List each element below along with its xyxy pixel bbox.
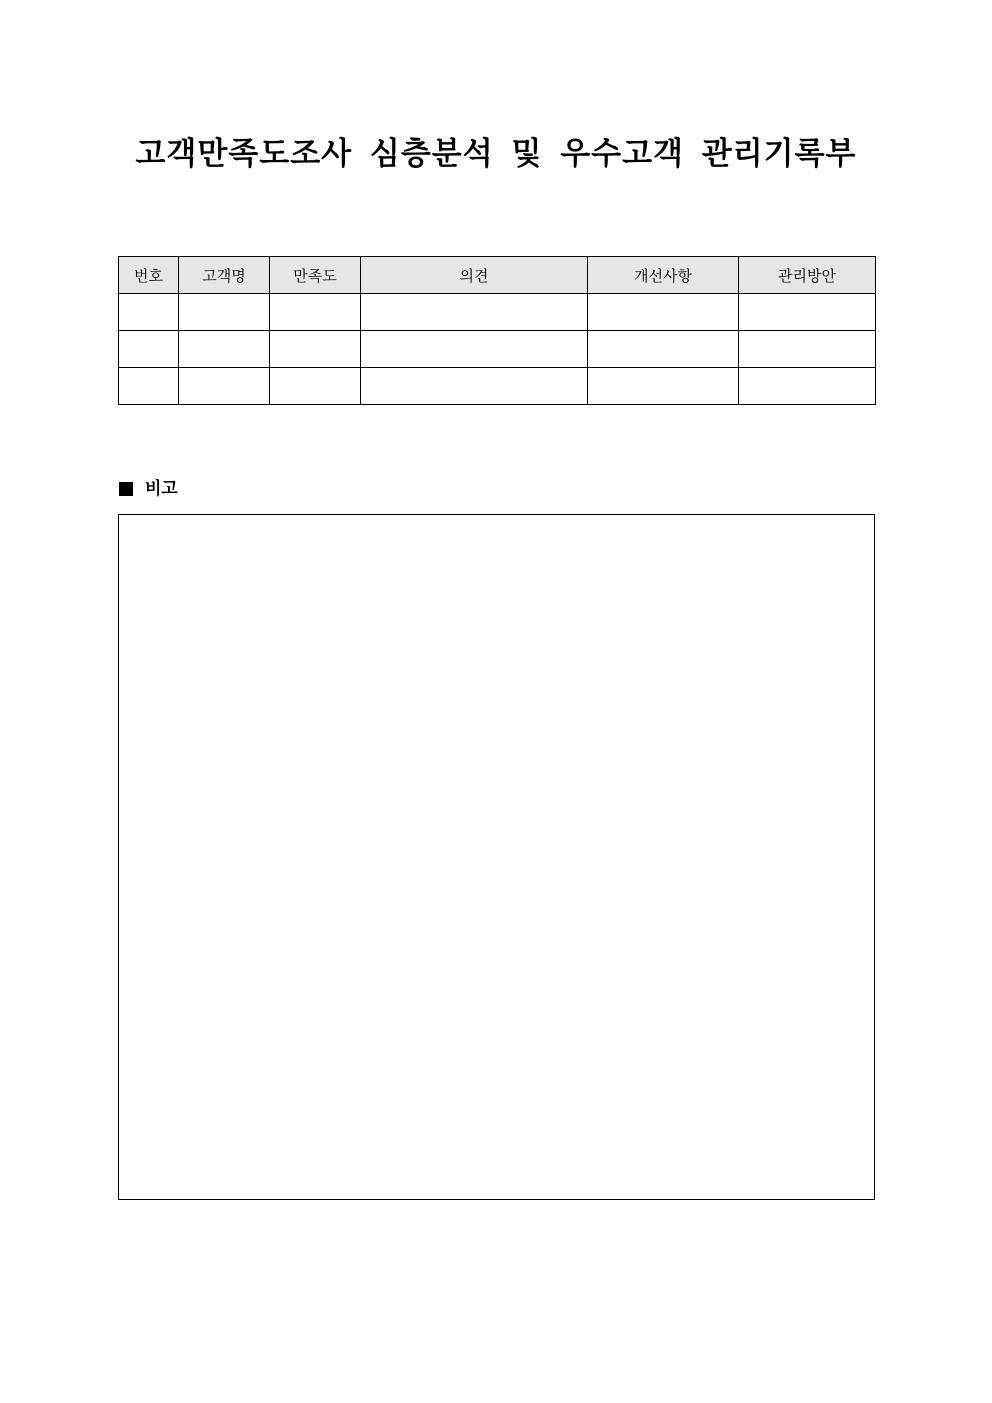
table-row <box>119 294 876 331</box>
table-cell-opinion[interactable] <box>361 331 588 368</box>
table-cell-satisfaction[interactable] <box>270 368 361 405</box>
document-title: 고객만족도조사 심층분석 및 우수고객 관리기록부 <box>135 136 857 172</box>
table-cell-opinion[interactable] <box>361 294 588 331</box>
table-cell-management-plan[interactable] <box>739 294 876 331</box>
header-customer-name: 고객명 <box>179 257 270 294</box>
table-cell-number[interactable] <box>119 368 179 405</box>
table-row <box>119 331 876 368</box>
table-cell-number[interactable] <box>119 331 179 368</box>
table-cell-management-plan[interactable] <box>739 331 876 368</box>
table-cell-satisfaction[interactable] <box>270 294 361 331</box>
header-management-plan: 관리방안 <box>739 257 876 294</box>
table-cell-satisfaction[interactable] <box>270 331 361 368</box>
table-cell-customer-name[interactable] <box>179 331 270 368</box>
black-square-icon <box>119 482 133 496</box>
record-table <box>118 256 876 405</box>
remarks-heading <box>119 477 178 501</box>
table-header-row <box>119 257 876 294</box>
table-cell-customer-name[interactable] <box>179 368 270 405</box>
table-cell-customer-name[interactable] <box>179 294 270 331</box>
table-cell-improvements[interactable] <box>588 294 739 331</box>
remarks-box[interactable] <box>118 514 875 1200</box>
table-row <box>119 368 876 405</box>
header-improvements: 개선사항 <box>588 257 739 294</box>
table-cell-improvements[interactable] <box>588 331 739 368</box>
header-opinion: 의견 <box>361 257 588 294</box>
header-satisfaction: 만족도 <box>270 257 361 294</box>
table-cell-management-plan[interactable] <box>739 368 876 405</box>
table-cell-improvements[interactable] <box>588 368 739 405</box>
remarks-heading-label: 비고 <box>145 479 178 499</box>
table-cell-opinion[interactable] <box>361 368 588 405</box>
header-number: 번호 <box>119 257 179 294</box>
table-cell-number[interactable] <box>119 294 179 331</box>
